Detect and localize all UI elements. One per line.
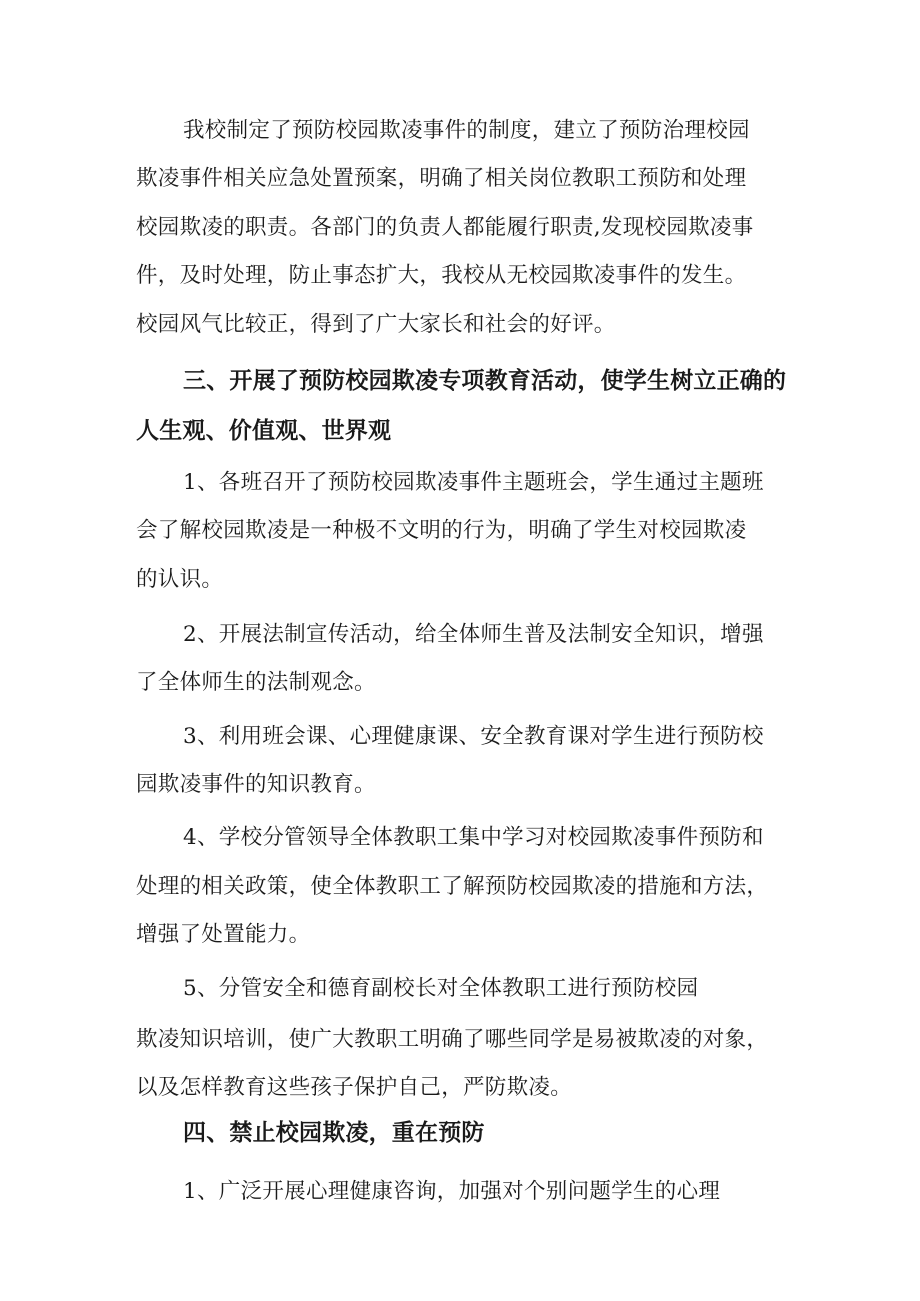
list-item-line: 1、广泛开展心理健康咨询，加强对个别问题学生的心理 xyxy=(183,1179,721,1204)
list-item-line: 5、分管安全和德育副校长对全体教职工进行预防校园 xyxy=(183,976,699,1001)
list-item-line: 2、开展法制宣传活动，给全体师生普及法制安全知识，增强 xyxy=(183,622,764,647)
paragraph-line: 欺凌事件相关应急处置预案，明确了相关岗位教职工预防和处理 xyxy=(136,166,747,191)
list-item-line: 增强了处置能力。 xyxy=(136,922,311,947)
paragraph-line: 校园欺凌的职责。各部门的负责人都能履行职责,发现校园欺凌事 xyxy=(136,215,754,240)
section-heading: 人生观、价值观、世界观 xyxy=(136,418,392,444)
section-heading: 三、开展了预防校园欺凌专项教育活动，使学生树立正确的 xyxy=(183,368,787,394)
list-item-line: 处理的相关政策，使全体教职工了解预防校园欺凌的措施和方法， xyxy=(136,874,769,899)
list-item-line: 园欺凌事件的知识教育。 xyxy=(136,772,376,797)
list-item-line: 会了解校园欺凌是一种极不文明的行为，明确了学生对校园欺凌 xyxy=(136,518,747,543)
list-item-line: 欺凌知识培训，使广大教职工明确了哪些同学是易被欺凌的对象， xyxy=(136,1027,769,1052)
paragraph-line: 校园风气比较正，得到了广大家长和社会的好评。 xyxy=(136,312,616,337)
paragraph-line: 我校制定了预防校园欺凌事件的制度，建立了预防治理校园 xyxy=(183,118,750,143)
list-item-line: 以及怎样教育这些孩子保护自己，严防欺凌。 xyxy=(136,1075,573,1100)
section-heading: 四、禁止校园欺凌，重在预防 xyxy=(183,1120,485,1146)
list-item-line: 4、学校分管领导全体教职工集中学习对校园欺凌事件预防和 xyxy=(183,825,764,850)
list-item-line: 的认识。 xyxy=(136,567,224,592)
list-item-line: 3、利用班会课、心理健康课、安全教育课对学生进行预防校 xyxy=(183,724,764,749)
list-item-line: 1、各班召开了预防校园欺凌事件主题班会，学生通过主题班 xyxy=(183,470,764,495)
paragraph-line: 件，及时处理，防止事态扩大，我校从无校园欺凌事件的发生。 xyxy=(136,263,747,288)
list-item-line: 了全体师生的法制观念。 xyxy=(136,670,376,695)
